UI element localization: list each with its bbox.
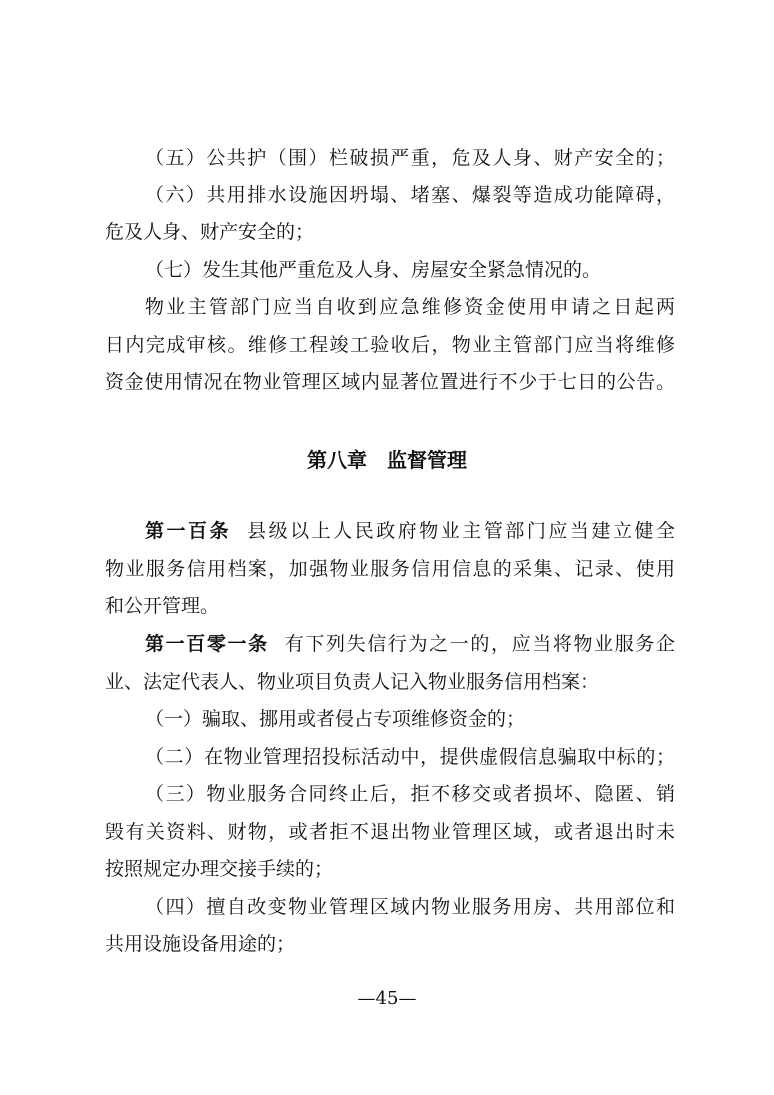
article-100-line-1 <box>145 519 675 543</box>
article-101-line-1 <box>145 632 675 656</box>
page-number: —45— <box>357 988 417 1009</box>
list-item-4-line-2: 共用设施设备用途的； <box>105 933 296 955</box>
article-100-line-3: 和公开管理。 <box>105 595 220 617</box>
list-item-3-line-2: 毁有关资料、财物，或者拒不退出物业管理区域，或者退出时未 <box>105 821 675 843</box>
chapter-title: 第八章 监督管理 <box>307 448 467 472</box>
article-100-label: 第一百条 <box>145 520 232 542</box>
paragraph-review-line-3: 资金使用情况在物业管理区域内显著位置进行不少于七日的公告。 <box>105 371 675 393</box>
paragraph-item-7-line-1: （七）发生其他严重危及人身、房屋安全紧急情况的。 <box>145 259 602 281</box>
list-item-4-line-1: （四）擅自改变物业管理区域内物业服务用房、共用部位和 <box>145 896 675 918</box>
list-item-3-line-3: 按照规定办理交接手续的； <box>105 858 334 880</box>
list-item-1: （一）骗取、挪用或者侵占专项维修资金的； <box>145 708 526 730</box>
paragraph-item-6-line-1: （六）共用排水设施因坍塌、堵塞、爆裂等造成功能障碍， <box>145 184 675 206</box>
list-item-2: （二）在物业管理招投标活动中，提供虚假信息骗取中标的； <box>145 746 675 768</box>
article-100-text-1: 县级以上人民政府物业主管部门应当建立健全 <box>247 520 675 542</box>
article-100-line-2: 物业服务信用档案，加强物业服务信用信息的采集、记录、使用 <box>105 558 675 580</box>
paragraph-item-6-line-2: 危及人身、财产安全的； <box>105 221 315 243</box>
article-101-line-2: 业、法定代表人、物业项目负责人记入物业服务信用档案： <box>105 671 600 693</box>
paragraph-review-line-1: 物业主管部门应当自收到应急维修资金使用申请之日起两 <box>145 296 675 318</box>
list-item-3-line-1: （三）物业服务合同终止后，拒不移交或者损坏、隐匿、销 <box>145 783 675 805</box>
paragraph-item-5-line-1: （五）公共护（围）栏破损严重，危及人身、财产安全的； <box>145 147 675 169</box>
article-101-text-1: 有下列失信行为之一的，应当将物业服务企 <box>284 633 675 655</box>
paragraph-review-line-2: 日内完成审核。维修工程竣工验收后，物业主管部门应当将维修 <box>105 334 675 356</box>
article-101-label: 第一百零一条 <box>145 633 269 655</box>
